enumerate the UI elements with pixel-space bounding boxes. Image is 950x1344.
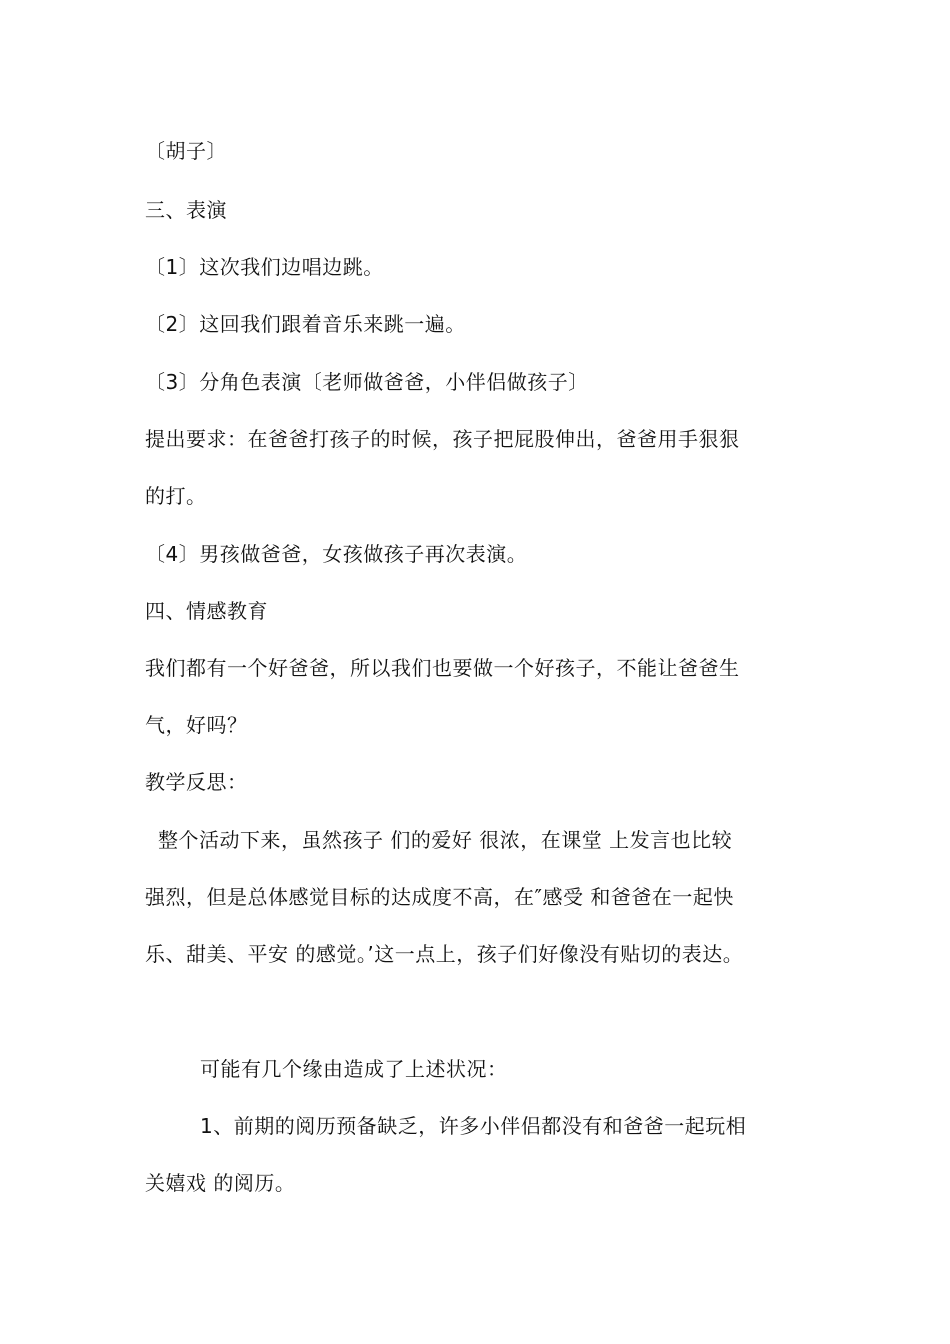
section-heading: 四、情感教育 bbox=[145, 599, 268, 623]
section-heading: 教学反思： bbox=[145, 770, 248, 794]
text-line: 整个活动下来，虽然孩子 们的爱好 很浓，在课堂 上发言也比较 bbox=[158, 828, 733, 852]
text-line: 〔3〕分角色表演〔老师做爸爸，小伴侣做孩子〕 bbox=[145, 370, 589, 394]
text-line: 强烈，但是总体感觉目标的达成度不高，在″感受 和爸爸在一起快 bbox=[145, 885, 734, 909]
text-line: 关嬉戏 的阅历。 bbox=[145, 1171, 296, 1195]
text-line: 〔胡子〕 bbox=[145, 139, 227, 163]
text-line: 的打。 bbox=[145, 484, 207, 508]
text-line: 1、前期的阅历预备缺乏，许多小伴侣都没有和爸爸一起玩相 bbox=[200, 1114, 747, 1138]
text-line: 〔1〕这次我们边唱边跳。 bbox=[145, 255, 384, 279]
section-heading: 三、表演 bbox=[145, 198, 227, 222]
text-line: 提出要求：在爸爸打孩子的时候，孩子把屁股伸出，爸爸用手狠狠 bbox=[145, 427, 740, 451]
text-line: 乐、甜美、平安 的感觉。’这一点上，孩子们好像没有贴切的表达。 bbox=[145, 942, 744, 966]
text-line: 〔2〕这回我们跟着音乐来跳一遍。 bbox=[145, 312, 466, 336]
text-line: 可能有几个缘由造成了上述状况： bbox=[200, 1057, 508, 1081]
text-line: 气，好吗？ bbox=[145, 713, 248, 737]
text-line: 〔4〕男孩做爸爸，女孩做孩子再次表演。 bbox=[145, 542, 528, 566]
text-line: 我们都有一个好爸爸，所以我们也要做一个好孩子，不能让爸爸生 bbox=[145, 656, 740, 680]
